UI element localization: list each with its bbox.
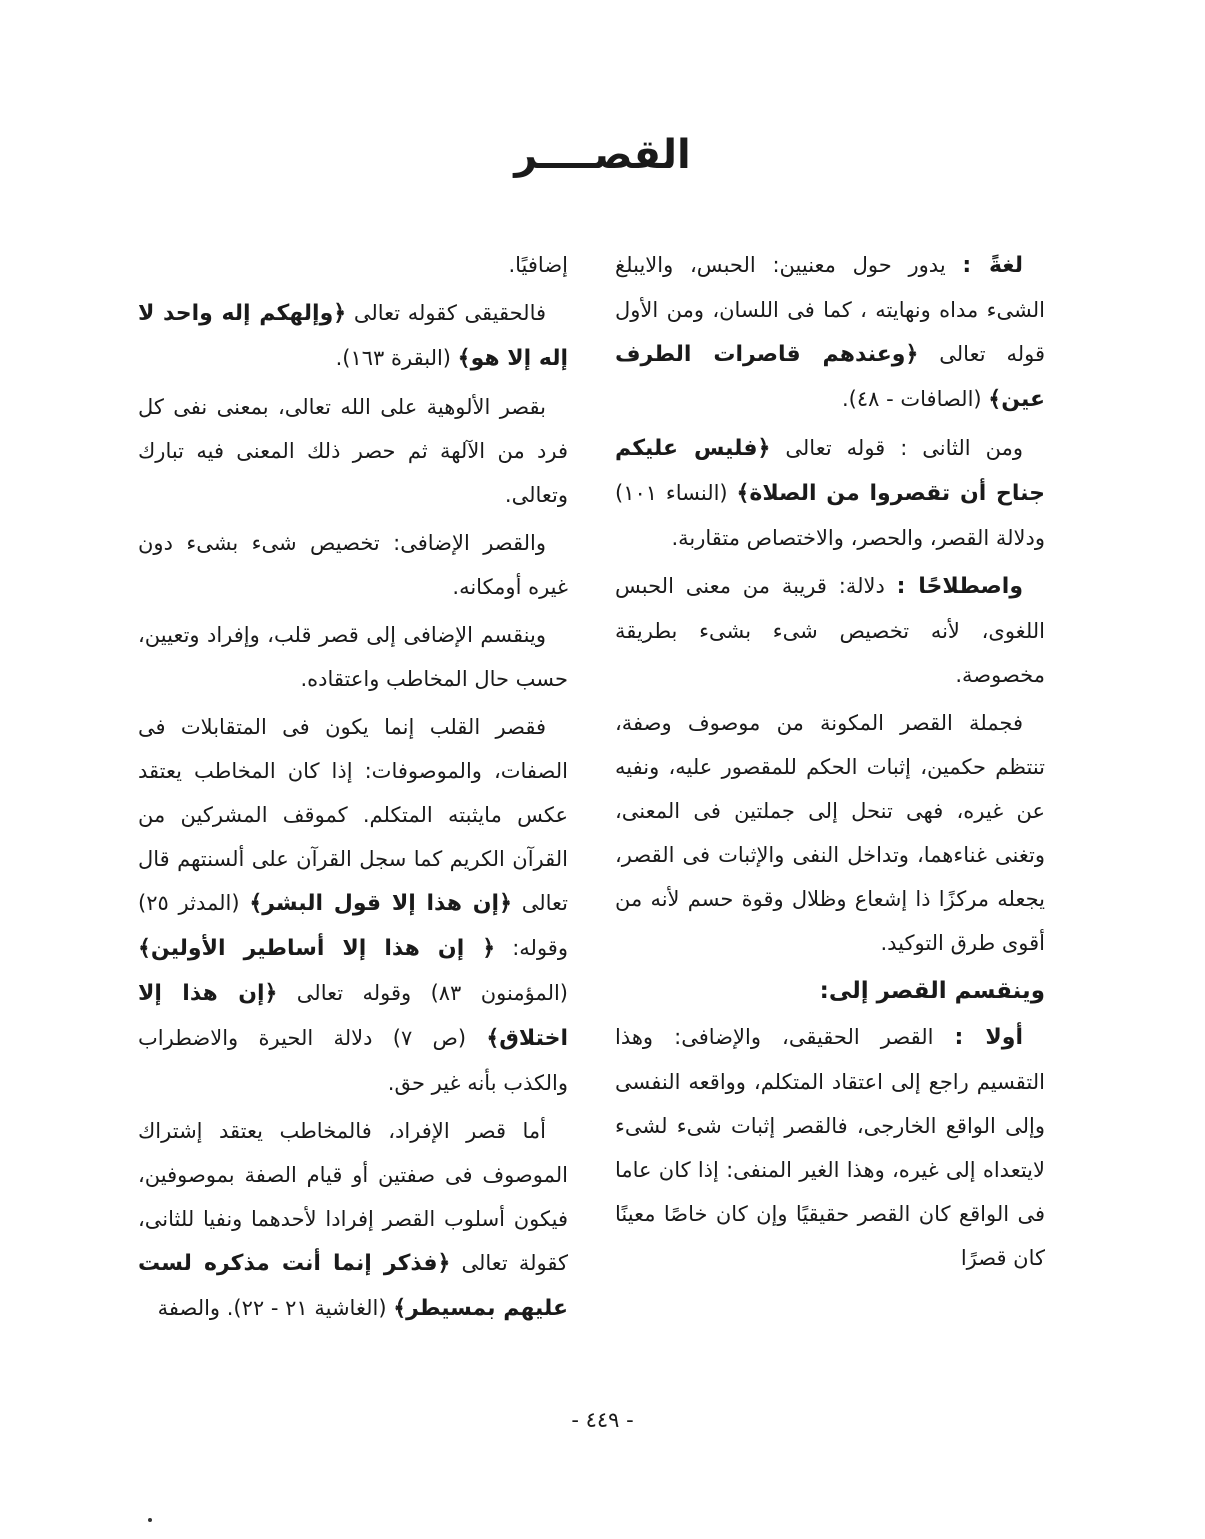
scan-dot-mark: [148, 1518, 152, 1522]
term-lugha: لغةً :: [962, 253, 1023, 278]
quran-verse: ﴿إن هذا إلا اختلاق﴾: [138, 981, 568, 1051]
paragraph-second-meaning: ومن الثانى : قوله تعالى ﴿فليس عليكم جناح أن تقصروا من الصلاة﴾ (النساء ١٠١) ودلالة القصر، والحصر، والاختصاص متقاربة.: [615, 436, 1046, 550]
left-column: [138, 243, 568, 1335]
quran-verse: ﴿وإلهكم إله واحد لا إله إلا هو﴾: [138, 301, 568, 371]
paragraph-uluhiyya: بقصر الألوهية على الله تعالى، بمعنى نفى كل فرد من الآلهة ثم حصر ذلك المعنى فيه تبارك وتعالى.: [138, 395, 568, 507]
paragraph-ifrad: أما قصر الإفراد، فالمخاطب يعتقد إشتراك الموصوف فى صفتين أو قيام الصفة بموصوفين، فيكون أسلوب القصر إفرادا لأحدهما ونفيا للثانى، كقولة تعالى ﴿فذكر إنما أنت مذكره لست عليهم بمسيطر﴾ (الغاشية ٢١ - ٢٢). والصفة: [138, 1119, 568, 1321]
paragraph-istilahan: واصطلاحًا : دلالة: قريبة من معنى الحبس اللغوى، لأنه تخصيص شىء بشىء بطريقة مخصوصة.: [615, 574, 1045, 687]
quran-verse: ﴿ إن هذا إلا أساطير الأولين﴾: [138, 936, 496, 961]
page-title: القصــــر: [514, 132, 691, 178]
quran-verse: ﴿فذكر إنما أنت مذكره لست عليهم بمسيطر﴾: [138, 1251, 568, 1321]
paragraph-lugha: لغةً : يدور حول معنيين: الحبس، والايبلغ الشىء مداه ونهايته ، كما فى اللسان، ومن الأول قوله تعالى ﴿وعندهم قاصرات الطرف عين﴾ (الصافات - ٤٨).: [615, 253, 1046, 412]
paragraph-awwalan: أولا : القصر الحقيقى، والإضافى: وهذا التقسيم راجع إلى اعتقاد المتكلم، وواقعه النفسى وإلى الواقع الخارجى، فالقصر إثبات شىء لشىء لايتعداه إلى غيره، وهذا الغير المنفى: إذا كان عاما فى الواقع كان القصر حقيقيًا وإن كان خاصًا معينًا كان قصرًا: [615, 1025, 1045, 1270]
paragraph-qasr-sentence: فجملة القصر المكونة من موصوف وصفة، تنتظم حكمين، إثبات الحكم للمقصور عليه، ونفيه عن غيره، فهى تنحل إلى جملتين فى المعنى، وتغنى غناءهما، وتداخل النفى والإثبات فى القصر، يجعله مركزًا ذا إشعاع وظلال وقوة حسم لأنه من أقوى طرق التوكيد.: [615, 711, 1045, 955]
page-number: - ٤٤٩ -: [571, 1408, 634, 1432]
paragraph-continuation: إضافيًا.: [508, 253, 568, 277]
quran-verse: ﴿وعندهم قاصرات الطرف عين﴾: [615, 342, 1045, 412]
term-awwalan: أولا :: [954, 1025, 1023, 1050]
term-istilahan: واصطلاحًا :: [896, 574, 1023, 599]
paragraph-idafi: والقصر الإضافى: تخصيص شىء بشىء دون غيره أومكانه.: [138, 531, 568, 599]
paragraph-qalb: فقصر القلب إنما يكون فى المتقابلات فى الصفات، والموصوفات: إذا كان المخاطب يعتقد عكس مايثبته المتكلم. كموقف المشركين من القرآن الكريم كما سجل القرآن على ألسنتهم قال تعالى ﴿إن هذا إلا قول البشر﴾ (المدثر ٢٥) وقوله: ﴿ إن هذا إلا أساطير الأولين﴾ (المؤمنون ٨٣) وقوله تعالى ﴿إن هذا إلا اختلاق﴾ (ص ٧) دلالة الحيرة والاضطراب والكذب بأنه غير حق.: [138, 715, 569, 1095]
paragraph-divisions: وينقسم الإضافى إلى قصر قلب، وإفراد وتعيين، حسب حال المخاطب واعتقاده.: [138, 623, 568, 691]
quran-verse: ﴿إن هذا إلا قول البشر﴾: [249, 891, 512, 916]
right-column: [615, 243, 1045, 1284]
paragraph-haqiqi: فالحقيقى كقوله تعالى ﴿وإلهكم إله واحد لا إله إلا هو﴾ (البقرة ١٦٣).: [138, 301, 568, 371]
section-heading: وينقسم القصر إلى:: [819, 978, 1045, 1004]
quran-verse: ﴿فليس عليكم جناح أن تقصروا من الصلاة﴾: [615, 436, 1046, 506]
